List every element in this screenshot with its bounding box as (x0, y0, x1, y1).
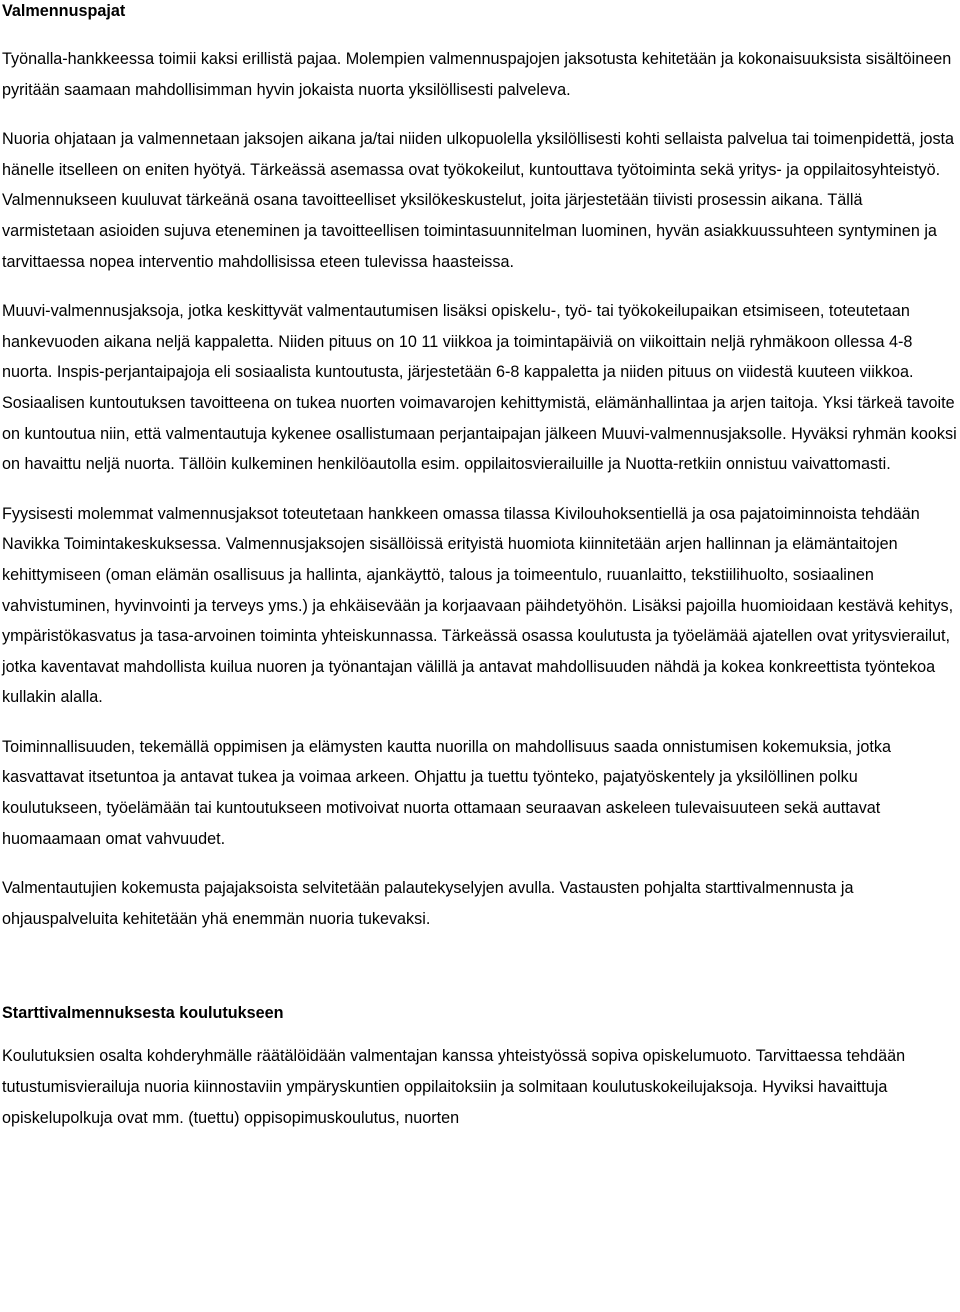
paragraph-functionality: Toiminnallisuuden, tekemällä oppimisen ja elämysten kautta nuorilla on mahdollisuus saada onnistumisen kokemuksia, jotka kasvattavat itsetuntoa ja antavat tukea ja voimaa arkeen. Ohjattu ja tuettu työnteko, pajatyöskentely ja yksilöllinen polku koulutukseen, työelämään tai kuntoutukseen motivoivat nuorta ottamaan seuraavan askeleen tulevaisuuteen sekä auttavat huomaamaan omat vahvuudet. (2, 737, 891, 848)
section-heading-valmennuspajat: Valmennuspajat (2, 2, 126, 20)
document-page (2, 0, 958, 1133)
paragraph-muuvi: Muuvi-valmennusjaksoja, jotka keskittyvät valmentautumisen lisäksi opiskelu-, työ- tai työkokeilupaikan etsimiseen, toteutetaan hankevuoden aikana neljä kappaletta. Niiden pituus on 10 11 viikkoa ja toimintapäiviä on viikoittain neljä ryhmäkoon ollessa 4-8 nuorta. Inspis-perjantaipajoja eli sosiaalista kuntoutusta, järjestetään 6-8 kappaletta ja niiden pituus on viidestä kuuteen viikkoa. Sosiaalisen kuntoutuksen tavoitteena on tukea nuorten voimavarojen kehittymistä, elämänhallintaa ja arjen taitoja. Yksi tärkeä tavoite on kuntoutua niin, että valmentautuja kykenee osallistumaan perjantaipajan jälkeen Muuvi-valmennusjaksolle. Hyväksi ryhmän kooksi on havaittu neljä nuorta. Tällöin kulkeminen henkilöautolla esim. oppilaitosvierailuille ja Nuotta-retkiin onnistuu vaivattomasti. (2, 302, 957, 474)
paragraph-guidance: Nuoria ohjataan ja valmennetaan jaksojen aikana ja/tai niiden ulkopuolella yksilöllisesti kohti sellaista palvelua tai toimenpidettä, josta hänelle itselleen on eniten hyötyä. Tärkeässä asemassa ovat työkokeilut, kuntouttava työtoiminta sekä yritys- ja oppilaitosyhteistyö. Valmennukseen kuuluvat tärkeänä osana tavoitteelliset yksilökeskustelut, joita järjestetään tiivisti prosessin aikana. Tällä varmistetaan asioiden sujuva eteneminen ja tavoitteellisen toimintasuunnitelman luominen, hyvän asiakkuussuhteen syntyminen ja tarvittaessa nopea interventio mahdollisissa eteen tulevissa haasteissa. (2, 130, 955, 271)
section-heading-starttivalmennus: Starttivalmennuksesta koulutukseen (2, 1004, 284, 1023)
paragraph-physical-setting: Fyysisesti molemmat valmennusjaksot toteutetaan hankkeen omassa tilassa Kivilouhoksentiellä ja osa pajatoiminnoista tehdään Navikka Toimintakeskuksessa. Valmennusjaksojen sisällöissä erityistä huomiota kiinnitetään arjen hallinnan ja elämäntaitojen kehittymiseen (oman elämän osallisuus ja hallinta, ajankäyttö, talous ja toimeentulo, ruuanlaitto, tekstiilihuolto, sosiaalinen vahvistuminen, hyvinvointi ja terveys yms.) ja ehkäisevään ja korjaavaan päihdetyöhön. Lisäksi pajoilla huomioidaan kestävä kehitys, ympäristökasvatus ja tasa-arvoinen toiminta yhteiskunnassa. Tärkeässä osassa koulutusta ja työelämää ajatellen ovat yritysvierailut, jotka kaventavat mahdollista kuilua nuoren ja työnantajan välillä ja antavat mahdollisuuden nähdä ja kokea konkreettista työntekoa kullakin alalla. (2, 504, 954, 707)
paragraph-intro: Työnalla-hankkeessa toimii kaksi erillistä pajaa. Molempien valmennuspajojen jaksotusta kehitetään ja kokonaisuuksista sisältöineen pyritään saamaan mahdollisimman hyvin jokaista nuorta yksilöllisesti palveleva. (2, 50, 952, 99)
paragraph-education: Koulutuksien osalta kohderyhmälle räätälöidään valmentajan kanssa yhteistyössä sopiva opiskelumuoto. Tarvittaessa tehdään tutustumisvierailuja nuoria kiinnostaviin ympäryskuntien oppilaitoksiin ja solmitaan koulutuskokeilujaksoja. Hyviksi havaittuja opiskelupolkuja ovat mm. (tuettu) oppisopimuskoulutus, nuorten (2, 1047, 906, 1127)
paragraph-feedback: Valmentautujien kokemusta pajajaksoista selvitetään palautekyselyjen avulla. Vastausten pohjalta starttivalmennusta ja ohjauspalveluita kehitetään yhä enemmän nuoria tukevaksi. (2, 879, 854, 928)
